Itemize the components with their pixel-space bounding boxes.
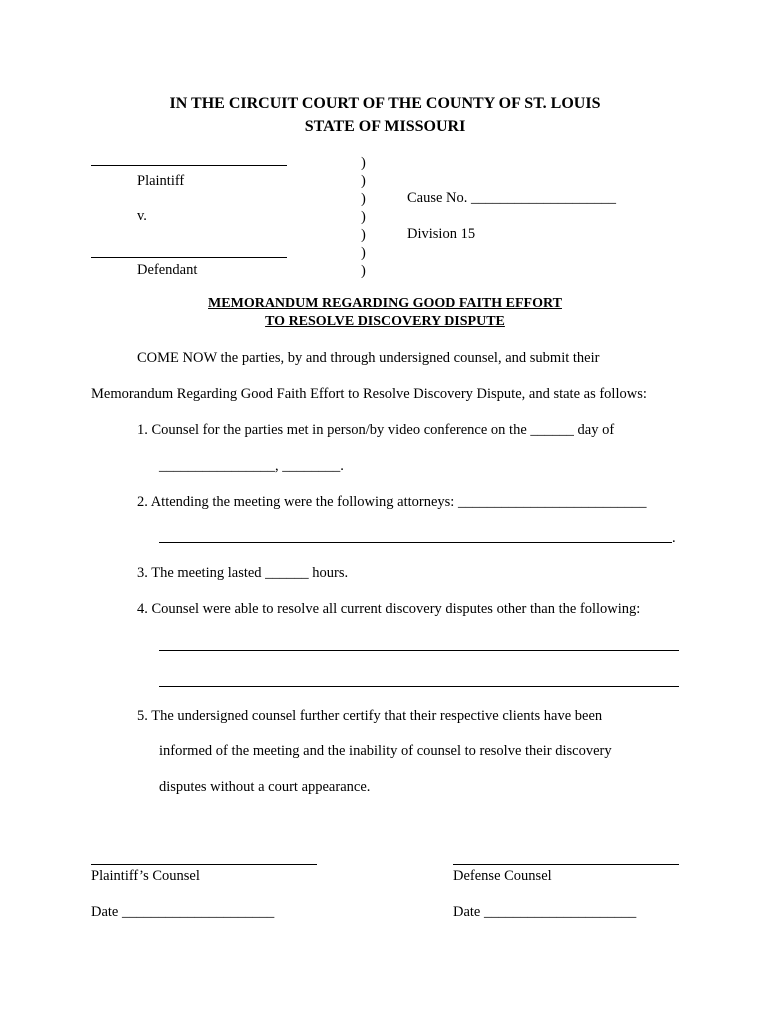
disputes-line-2[interactable] bbox=[159, 686, 679, 687]
item5-line3: disputes without a court appearance. bbox=[159, 779, 371, 795]
caption-paren: ) bbox=[361, 263, 366, 279]
memo-title-line1: MEMORANDUM REGARDING GOOD FAITH EFFORT bbox=[208, 296, 562, 311]
intro-line2: Memorandum Regarding Good Faith Effort to Resolve Discovery Dispute, and state as follows: bbox=[91, 386, 647, 402]
division-label: Division 15 bbox=[407, 226, 476, 242]
plaintiff-counsel-label: Plaintiff’s Counsel bbox=[91, 868, 200, 884]
intro-line1: COME NOW the parties, by and through undersigned counsel, and submit their bbox=[137, 350, 600, 366]
caption-paren: ) bbox=[361, 245, 366, 261]
defense-counsel-label: Defense Counsel bbox=[453, 868, 552, 884]
caption-paren: ) bbox=[361, 173, 366, 189]
item4-text: 4. Counsel were able to resolve all current discovery disputes other than the following: bbox=[137, 601, 641, 617]
item3-text: 3. The meeting lasted ______ hours. bbox=[137, 565, 349, 581]
court-header-line1: IN THE CIRCUIT COURT OF THE COUNTY OF ST. LOUIS bbox=[169, 95, 601, 112]
item1-line1: 1. Counsel for the parties met in person/by video conference on the ______ day of bbox=[137, 422, 615, 438]
defendant-label: Defendant bbox=[137, 262, 198, 278]
plaintiff-label: Plaintiff bbox=[137, 173, 185, 189]
plaintiff-date-field[interactable]: Date _____________________ bbox=[91, 904, 275, 920]
disputes-line-1[interactable] bbox=[159, 650, 679, 651]
caption-paren: ) bbox=[361, 191, 366, 207]
defense-counsel-signature-line[interactable] bbox=[453, 864, 679, 865]
item5-line2: informed of the meeting and the inability of counsel to resolve their discovery bbox=[159, 743, 612, 759]
attorneys-continuation-line[interactable] bbox=[159, 542, 672, 543]
memo-title-line2: TO RESOLVE DISCOVERY DISPUTE bbox=[265, 314, 505, 329]
item1-date-field[interactable]: ________________, ________. bbox=[159, 458, 344, 474]
plaintiff-name-line[interactable] bbox=[91, 165, 287, 166]
defendant-name-line[interactable] bbox=[91, 257, 287, 258]
item5-line1: 5. The undersigned counsel further certify that their respective clients have been bbox=[137, 708, 603, 724]
caption-paren: ) bbox=[361, 227, 366, 243]
plaintiff-counsel-signature-line[interactable] bbox=[91, 864, 317, 865]
caption-paren: ) bbox=[361, 155, 366, 171]
versus-label: v. bbox=[137, 208, 147, 224]
item2-line1: 2. Attending the meeting were the following attorneys: __________________________ bbox=[137, 494, 647, 510]
cause-number-field[interactable]: Cause No. ____________________ bbox=[407, 190, 617, 206]
item2-period: . bbox=[672, 530, 676, 546]
caption-paren: ) bbox=[361, 209, 366, 225]
defense-date-field[interactable]: Date _____________________ bbox=[453, 904, 637, 920]
court-header-line2: STATE OF MISSOURI bbox=[304, 118, 466, 135]
